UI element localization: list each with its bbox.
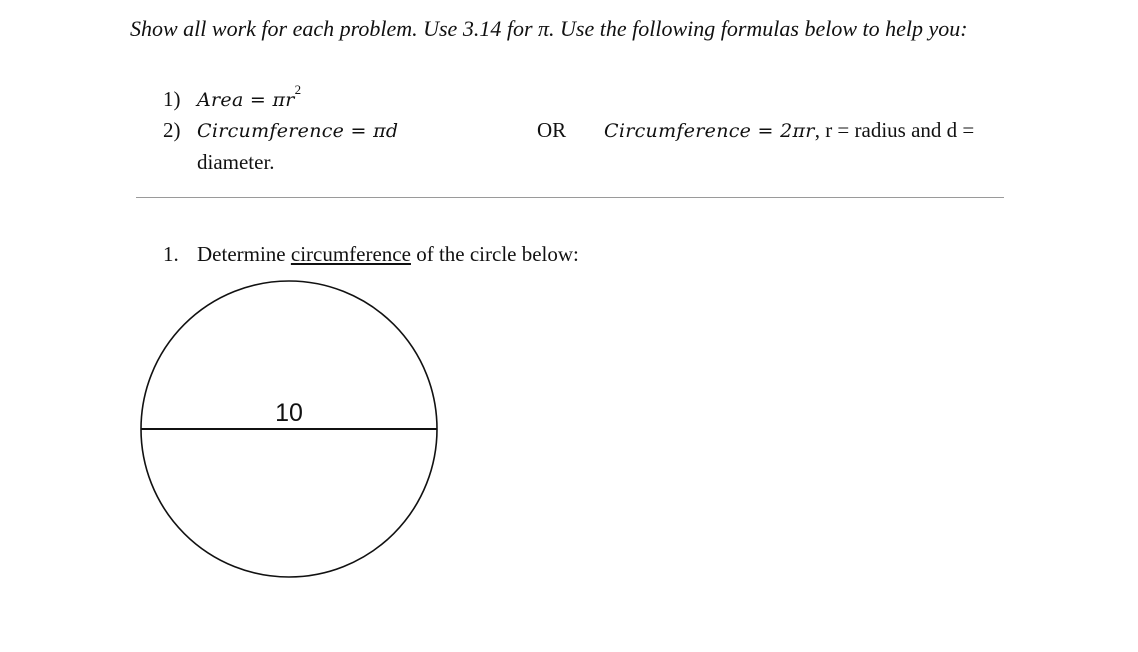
- formula-equals: =: [344, 120, 374, 142]
- formula-equals: =: [751, 120, 781, 142]
- formula-alt-rhs: 2πr: [780, 120, 815, 142]
- formula-tail: diameter.: [197, 150, 275, 174]
- formula-circumference-rhs: πd: [373, 120, 399, 142]
- diameter-label: 10: [275, 399, 303, 427]
- question-text-post: of the circle below:: [410, 242, 579, 266]
- formula-number: 2): [163, 118, 181, 142]
- formula-equals: =: [243, 89, 273, 111]
- formula-circumference-lhs: Circumference: [197, 120, 345, 142]
- instructions: Show all work for each problem. Use 3.14 for π. Use the following formulas below to help you:: [130, 16, 968, 41]
- question-text-pre: Determine: [197, 242, 291, 266]
- formula-exponent: 2: [294, 82, 302, 97]
- formula-alt-tail: , r = radius and d =: [814, 118, 975, 142]
- formula-alt-lhs: Circumference: [604, 120, 752, 142]
- formula-area-lhs: Area: [197, 89, 244, 111]
- question-number: 1.: [163, 242, 179, 266]
- formula-number: 1): [163, 87, 181, 111]
- or-label: OR: [537, 118, 567, 142]
- formula-area-rhs: πr: [272, 89, 295, 111]
- question-keyword: circumference: [290, 242, 411, 266]
